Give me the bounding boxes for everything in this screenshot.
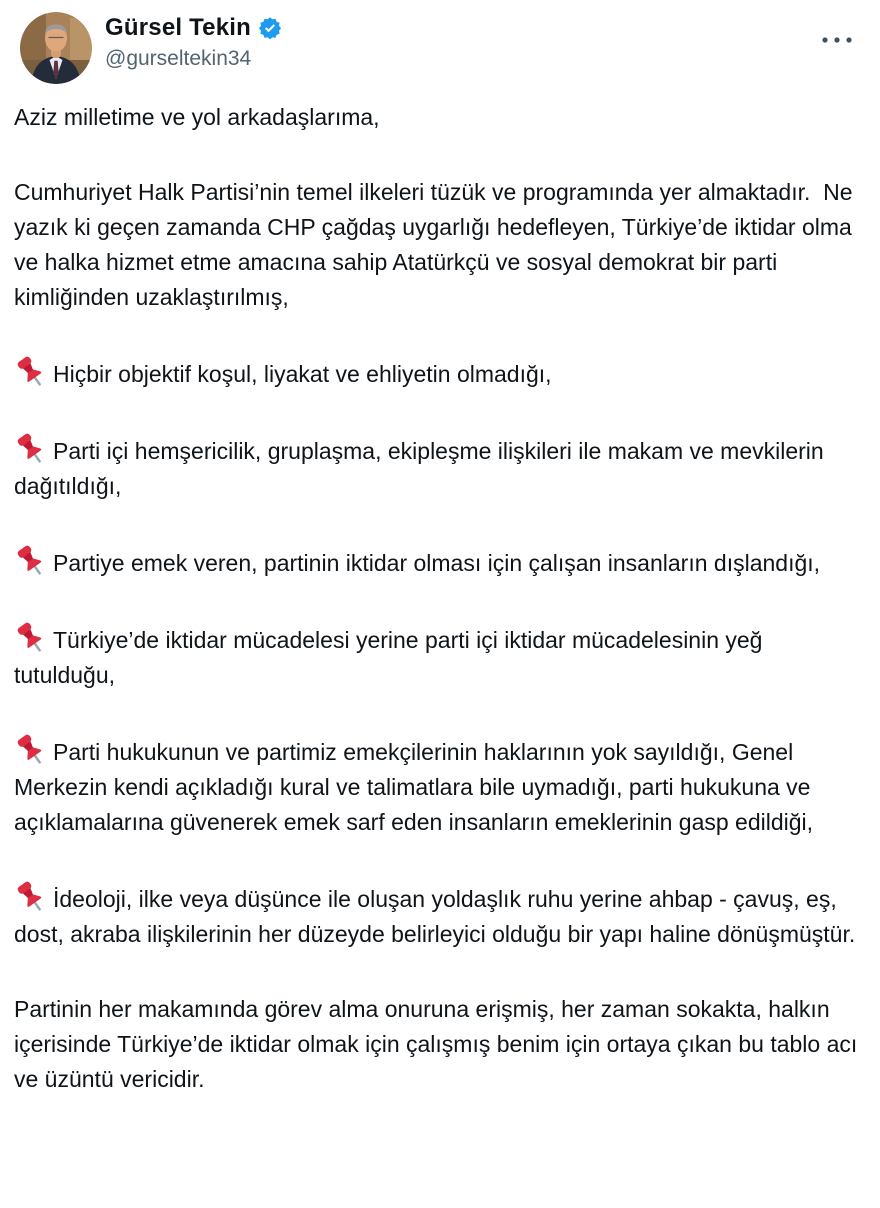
bullet-text: İdeoloji, ilke veya düşünce ile oluşan yoldaşlık ruhu yerine ahbap - çavuş, eş, dost, akraba ilişkilerinin her düzeyde belirleyici olduğu bir yapı haline dönüşmüştür. bbox=[14, 886, 856, 947]
tweet-text-paragraph bbox=[14, 100, 866, 135]
bullet-text: Hiçbir objektif koşul, liyakat ve ehliyetin olmadığı, bbox=[53, 361, 552, 387]
pushpin-icon bbox=[14, 621, 48, 655]
user-block bbox=[105, 10, 282, 71]
bullet-text: Türkiye’de iktidar mücadelesi yerine parti içi iktidar mücadelesinin yeğ tutulduğu, bbox=[14, 627, 769, 688]
pushpin-icon bbox=[14, 733, 48, 767]
paragraph-text: Aziz milletime ve yol arkadaşlarıma, bbox=[14, 104, 380, 130]
paragraph-text: Cumhuriyet Halk Partisi’nin temel ilkeleri tüzük ve programında yer almaktadır. Ne yazık ki geçen zamanda CHP çağdaş uygarlığı hedefleyen, Türkiye’de iktidar olma ve halka hizmet etme amacına sahip Atatürkçü ve sosyal demokrat bir parti kimliğinden uzaklaştırılmış, bbox=[14, 179, 859, 310]
bullet-item bbox=[14, 544, 866, 581]
profile-photo bbox=[20, 12, 92, 84]
user-handle[interactable]: @gurseltekin34 bbox=[105, 47, 252, 70]
pushpin-icon bbox=[14, 544, 48, 578]
bullet-item bbox=[14, 733, 866, 840]
bullet-text: Parti içi hemşericilik, gruplaşma, ekipleşme ilişkileri ile makam ve mevkilerin dağıtıldığı, bbox=[14, 438, 831, 499]
bullet-item bbox=[14, 880, 866, 952]
bullet-item bbox=[14, 621, 866, 693]
name-row bbox=[105, 14, 282, 42]
pushpin-icon bbox=[14, 880, 48, 914]
pushpin-icon bbox=[14, 432, 48, 466]
more-options-icon bbox=[820, 34, 854, 46]
bullet-item bbox=[14, 432, 866, 504]
bullet-item bbox=[14, 355, 866, 392]
more-options-button[interactable] bbox=[814, 28, 860, 55]
tweet-header bbox=[14, 10, 866, 84]
pushpin-icon bbox=[14, 355, 48, 389]
tweet-text-paragraph bbox=[14, 992, 866, 1097]
verified-badge-icon bbox=[258, 16, 282, 40]
paragraph-text: Partinin her makamında görev alma onuruna erişmiş, her zaman sokakta, halkın içerisinde Türkiye’de iktidar olmak için çalışmış benim için ortaya çıkan bu tablo acı ve üzüntü vericidir. bbox=[14, 996, 864, 1092]
display-name[interactable]: Gürsel Tekin bbox=[105, 14, 252, 41]
tweet-text-paragraph bbox=[14, 175, 866, 315]
tweet-body bbox=[14, 100, 866, 1097]
avatar[interactable] bbox=[20, 12, 92, 84]
bullet-text: Parti hukukunun ve partimiz emekçilerinin haklarının yok sayıldığı, Genel Merkezin kendi açıkladığı kural ve talimatlara bile uymadığı, parti hukukuna ve açıklamalarına güvenerek emek sarf eden insanların emeklerinin gasp edildiği, bbox=[14, 739, 817, 835]
bullet-text: Partiye emek veren, partinin iktidar olması için çalışan insanların dışlandığı, bbox=[53, 550, 821, 576]
